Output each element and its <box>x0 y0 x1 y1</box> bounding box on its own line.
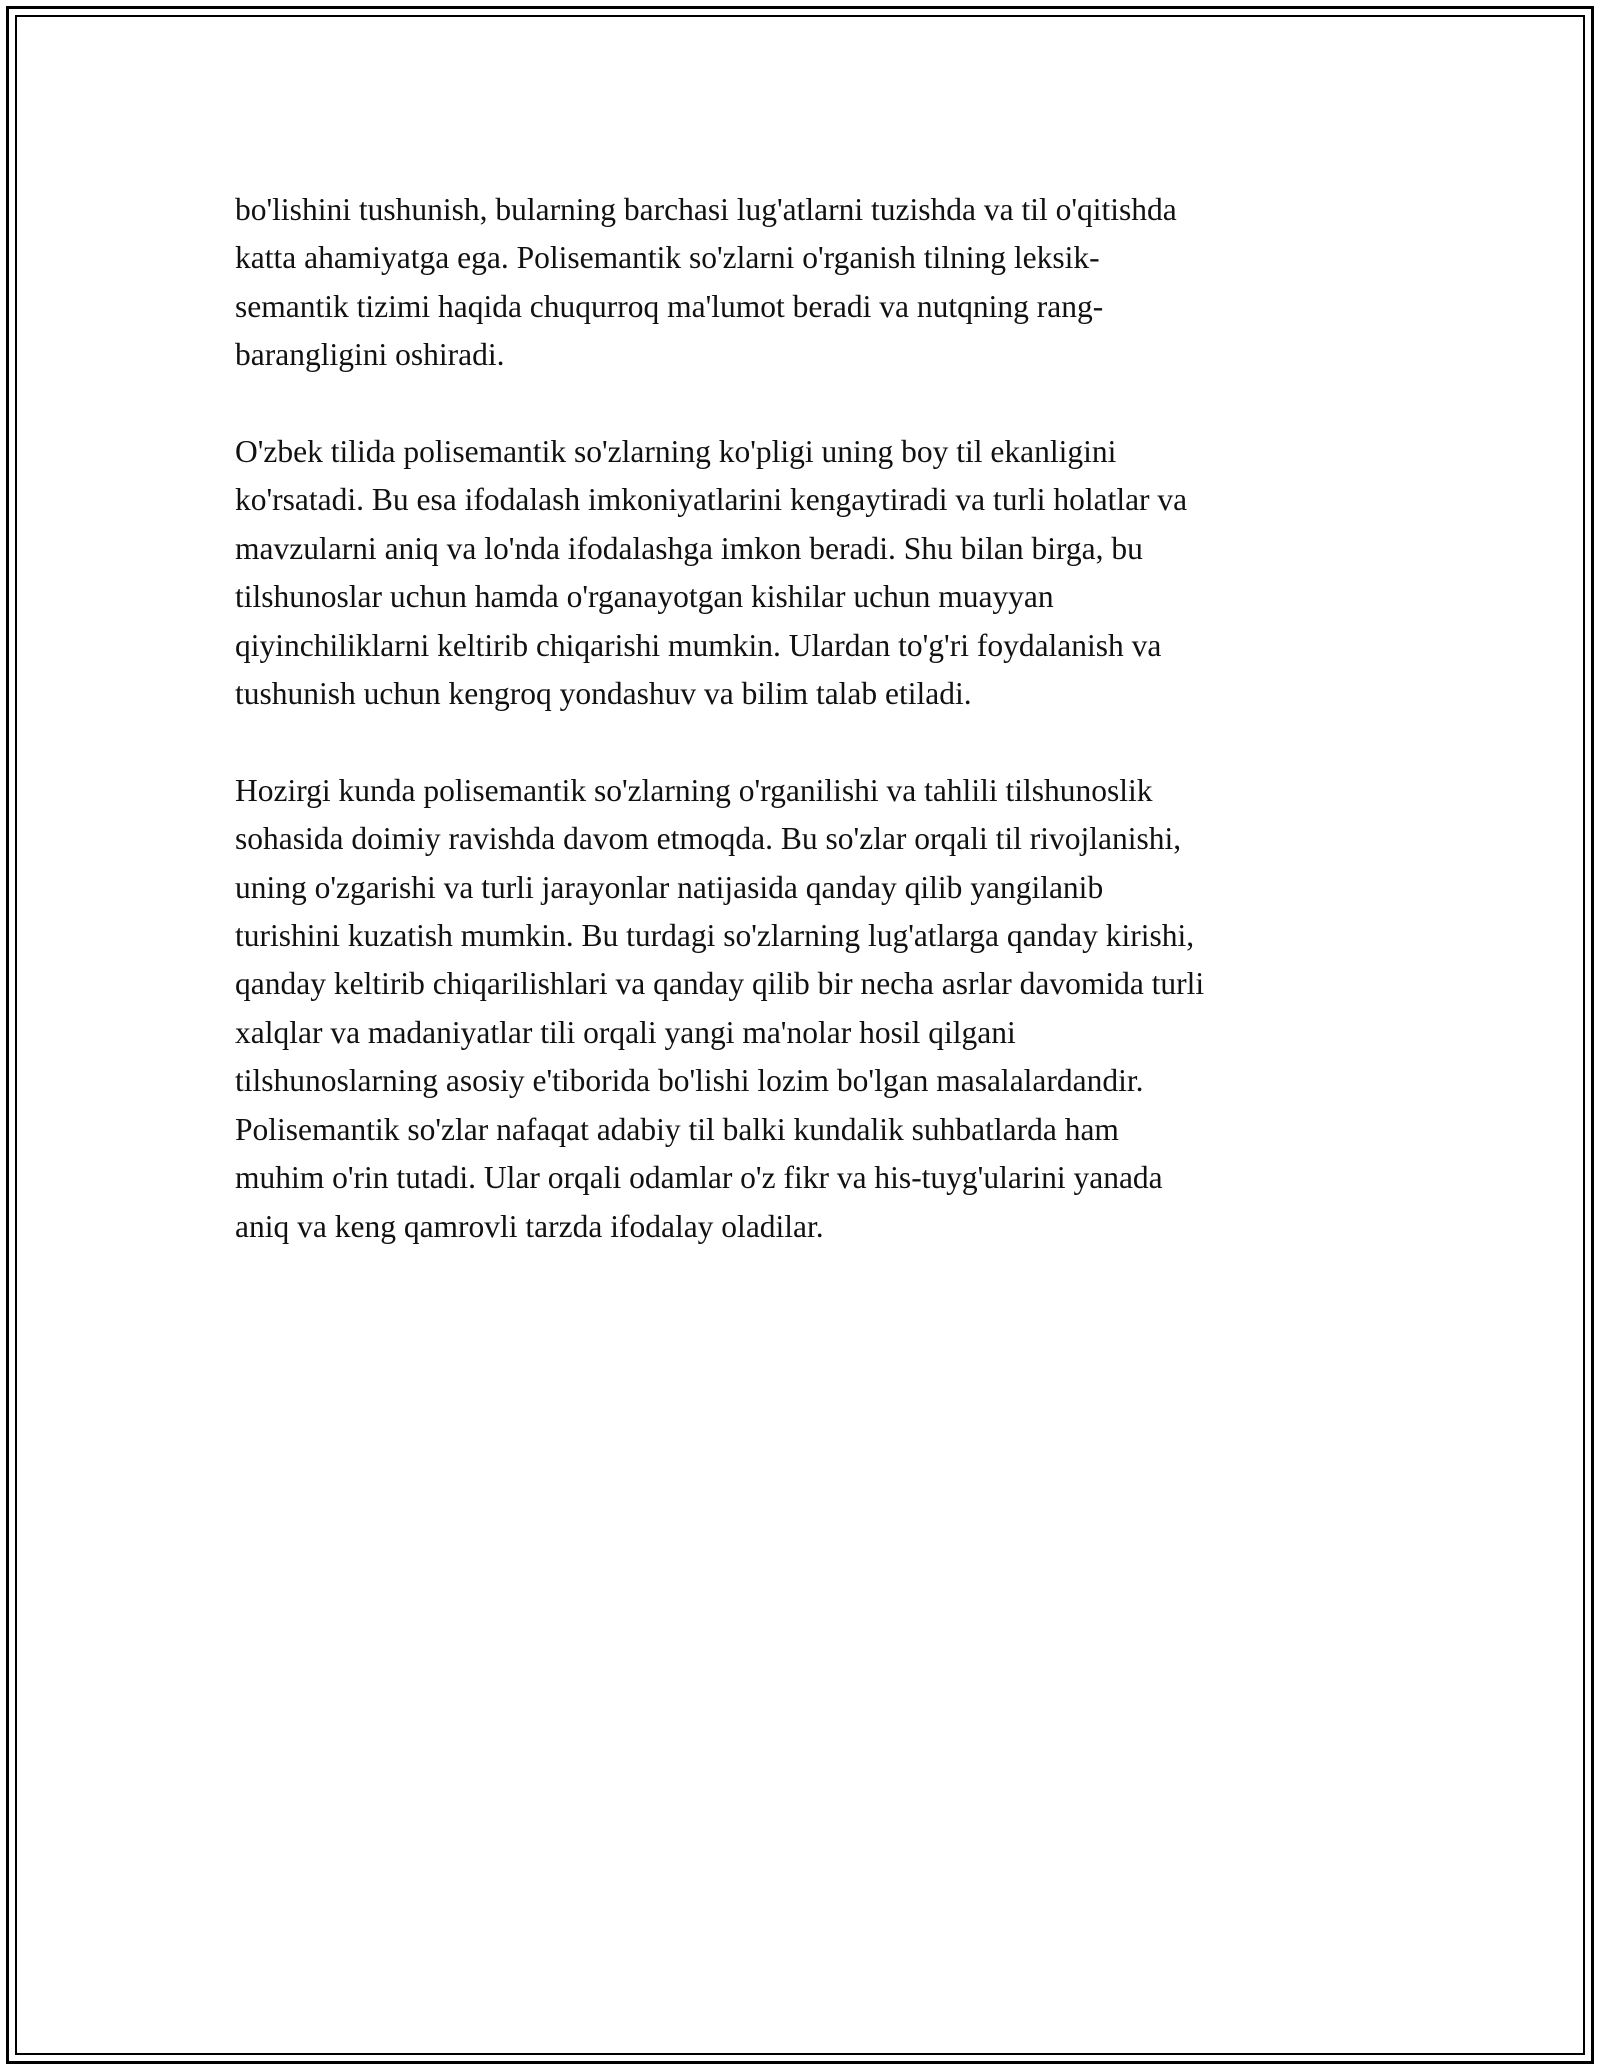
text-line: Hozirgi kunda polisemantik so'zlarning o'rganilishi va tahlili tilshunoslik <box>235 772 1153 808</box>
text-line: tilshunoslar uchun hamda o'rganayotgan kishilar uchun muayyan <box>235 579 1054 615</box>
text-line: turishini kuzatish mumkin. Bu turdagi so'zlarning lug'atlarga qanday kirishi, <box>235 918 1195 954</box>
text-line: tushunish uchun kengroq yondashuv va bilim talab etiladi. <box>235 676 972 712</box>
text-line: semantik tizimi haqida chuqurroq ma'lumot beradi va nutqning rang- <box>235 288 1104 324</box>
paragraph-1 <box>235 186 1375 380</box>
text-line: tilshunoslarning asosiy e'tiborida bo'lishi lozim bo'lgan masalalardandir. <box>235 1063 1144 1099</box>
text-line: xalqlar va madaniyatlar tili orqali yangi ma'nolar hosil qilgani <box>235 1014 1016 1050</box>
text-line: uning o'zgarishi va turli jarayonlar natijasida qanday qilib yangilanib <box>235 869 1104 905</box>
text-line: O'zbek tilida polisemantik so'zlarning ko'pligi uning boy til ekanligini <box>235 434 1117 470</box>
text-line: Polisemantik so'zlar nafaqat adabiy til balki kundalik suhbatlarda ham <box>235 1111 1119 1147</box>
text-line: ko'rsatadi. Bu esa ifodalash imkoniyatlarini kengaytiradi va turli holatlar va <box>235 482 1188 518</box>
document-body <box>235 186 1375 1251</box>
paragraph-2 <box>235 428 1375 718</box>
paragraph-3 <box>235 767 1375 1251</box>
text-line: sohasida doimiy ravishda davom etmoqda. Bu so'zlar orqali til rivojlanishi, <box>235 821 1182 857</box>
text-line: qiyinchiliklarni keltirib chiqarishi mumkin. Ulardan to'g'ri foydalanish va <box>235 627 1162 663</box>
text-line: bo'lishini tushunish, bularning barchasi lug'atlarni tuzishda va til o'qitishda <box>235 192 1177 227</box>
text-line: muhim o'rin tutadi. Ular orqali odamlar o'z fikr va his-tuyg'ularini yanada <box>235 1160 1163 1196</box>
text-line: aniq va keng qamrovli tarzda ifodalay oladilar. <box>235 1208 824 1244</box>
text-line: mavzularni aniq va lo'nda ifodalashga imkon beradi. Shu bilan birga, bu <box>235 530 1143 566</box>
text-line: katta ahamiyatga ega. Polisemantik so'zlarni o'rganish tilning leksik- <box>235 240 1100 276</box>
text-line: qanday keltirib chiqarilishlari va qanday qilib bir necha asrlar davomida turli <box>235 966 1205 1002</box>
text-line: barangligini oshiradi. <box>235 337 505 373</box>
